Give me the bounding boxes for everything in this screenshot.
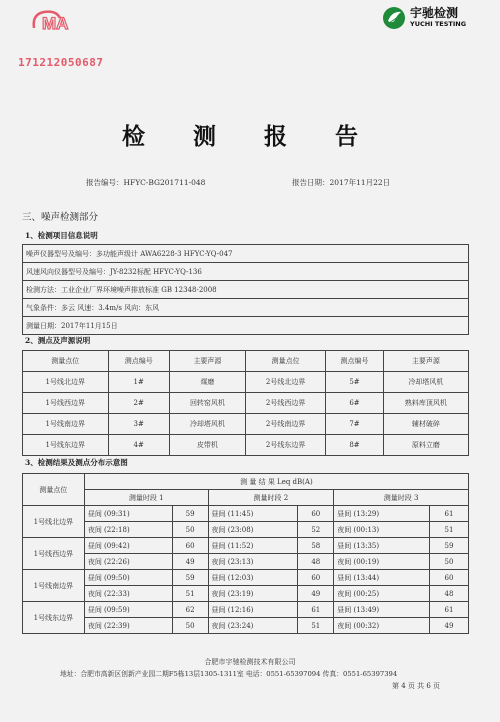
info-date: 测量日期：2017年11月15日 (23, 317, 469, 335)
table-row (23, 245, 469, 263)
cell: 回转窑风机 (169, 393, 245, 414)
table-row (246, 393, 469, 414)
cell: 昼间 (13:29) (334, 506, 430, 522)
source-table-left (22, 350, 246, 456)
cell: 夜间 (00:32) (334, 618, 430, 634)
table-row (246, 435, 469, 456)
cell: 昼间 (09:31) (84, 506, 172, 522)
point-cell: 1号线北边界 (23, 506, 85, 538)
source-table-right (245, 350, 469, 456)
cell: 49 (172, 554, 208, 570)
cell: 1号线东边界 (23, 435, 109, 456)
info-anemometer: 风速风向仪器型号及编号：JY-8232标配 HFYC-YQ-136 (23, 263, 469, 281)
cell: 50 (430, 554, 469, 570)
cell: 昼间 (09:59) (84, 602, 172, 618)
cell: 2# (108, 393, 169, 414)
cell: 59 (172, 506, 208, 522)
footer-company: 合肥市宇驰检测技术有限公司 (204, 658, 296, 666)
info-method: 检测方法：工业企业厂界环境噪声排放标准 GB 12348-2008 (23, 281, 469, 299)
table-row (23, 538, 469, 554)
table-row (23, 393, 246, 414)
cma-logo (30, 8, 84, 34)
cell: 5# (326, 372, 384, 393)
col-point: 测量点位 (23, 351, 109, 372)
cell: 51 (172, 586, 208, 602)
cell: 昼间 (09:42) (84, 538, 172, 554)
table-row (23, 586, 469, 602)
cell: 48 (430, 586, 469, 602)
cell: 62 (172, 602, 208, 618)
cell: 3# (108, 414, 169, 435)
cell: 昼间 (11:52) (208, 538, 298, 554)
cell: 2号线西边界 (246, 393, 326, 414)
point-cell: 1号线东边界 (23, 602, 85, 634)
table-row (23, 602, 469, 618)
col-measure-point: 测量点位 (23, 474, 85, 506)
report-number: 报告编号：HFYC-BG201711-048 (86, 178, 206, 187)
cell: 49 (298, 586, 334, 602)
cell: 夜间 (00:25) (334, 586, 430, 602)
cell: 夜间 (23:24) (208, 618, 298, 634)
table-header-row (23, 490, 469, 506)
cell: 昼间 (11:45) (208, 506, 298, 522)
cell: 1# (108, 372, 169, 393)
cell: 辅材破碎 (383, 414, 468, 435)
cell: 49 (430, 618, 469, 634)
footer-address: 地址：合肥市高新区创新产业园二期F5栋13层1305-1311室 电话：0551-65397094 传真：0551-65397394 (60, 670, 398, 678)
info-instrument: 噪声仪器型号及编号：多功能声级计 AWA6228-3 HFYC-YQ-047 (23, 245, 469, 263)
table-row (23, 281, 469, 299)
cell: 熟料库顶风机 (383, 393, 468, 414)
table-row (246, 372, 469, 393)
cell: 50 (172, 522, 208, 538)
table-row (23, 618, 469, 634)
table-row (23, 299, 469, 317)
report-date: 报告日期：2017年11月22日 (292, 178, 391, 187)
cell: 夜间 (23:13) (208, 554, 298, 570)
cell: 61 (298, 602, 334, 618)
cell: 夜间 (22:39) (84, 618, 172, 634)
col-source: 主要声源 (383, 351, 468, 372)
cell: 夜间 (22:33) (84, 586, 172, 602)
cell: 煤磨 (169, 372, 245, 393)
cma-logo-text: MA (42, 14, 69, 33)
cell: 7# (326, 414, 384, 435)
cell: 皮带机 (169, 435, 245, 456)
col-code: 测点编号 (326, 351, 384, 372)
brand-leaf-icon (382, 6, 406, 30)
page-number: 第 4 页 共 6 页 (392, 682, 441, 690)
cell: 1号线西边界 (23, 393, 109, 414)
cell: 51 (298, 618, 334, 634)
info-table (22, 244, 469, 335)
cell: 夜间 (23:08) (208, 522, 298, 538)
brand-logo (382, 4, 492, 32)
cell: 4# (108, 435, 169, 456)
cell: 昼间 (13:44) (334, 570, 430, 586)
cell: 59 (430, 538, 469, 554)
table-row (23, 522, 469, 538)
subheading-results: 3、检测结果及测点分布示意图 (25, 458, 128, 467)
table-header-row (23, 351, 246, 372)
cell: 50 (172, 618, 208, 634)
cell: 冷却塔风机 (169, 414, 245, 435)
table-row (23, 414, 246, 435)
table-row (23, 263, 469, 281)
cell: 61 (430, 506, 469, 522)
cell: 昼间 (12:03) (208, 570, 298, 586)
cell: 60 (298, 506, 334, 522)
col-period-3: 测量时段 3 (334, 490, 469, 506)
cell: 夜间 (22:26) (84, 554, 172, 570)
cell: 冷却塔风机 (383, 372, 468, 393)
table-row (23, 372, 246, 393)
cell: 夜间 (00:13) (334, 522, 430, 538)
subheading-sources: 2、测点及声源说明 (25, 336, 91, 345)
cell: 59 (172, 570, 208, 586)
point-cell: 1号线西边界 (23, 538, 85, 570)
cell: 夜间 (22:18) (84, 522, 172, 538)
cell: 夜间 (23:19) (208, 586, 298, 602)
cell: 夜间 (00:19) (334, 554, 430, 570)
brand-name: 宇驰检测 (410, 6, 459, 20)
table-row (23, 317, 469, 335)
point-cell: 1号线南边界 (23, 570, 85, 602)
cell: 58 (298, 538, 334, 554)
cell: 60 (430, 570, 469, 586)
cell: 2号线南边界 (246, 414, 326, 435)
cell: 昼间 (13:49) (334, 602, 430, 618)
cell: 2号线北边界 (246, 372, 326, 393)
cell: 52 (298, 522, 334, 538)
col-measure-result: 测 量 结 果 Leq dB(A) (84, 474, 468, 490)
cell: 昼间 (09:50) (84, 570, 172, 586)
certificate-number: 171212050687 (18, 56, 104, 69)
col-point: 测量点位 (246, 351, 326, 372)
table-row (246, 414, 469, 435)
cell: 48 (298, 554, 334, 570)
table-header-row (246, 351, 469, 372)
cell: 1号线北边界 (23, 372, 109, 393)
cell: 1号线南边界 (23, 414, 109, 435)
subheading-info: 1、检测项目信息说明 (25, 231, 98, 240)
col-source: 主要声源 (169, 351, 245, 372)
cell: 60 (298, 570, 334, 586)
cell: 2号线东边界 (246, 435, 326, 456)
cell: 60 (172, 538, 208, 554)
cell: 原料立磨 (383, 435, 468, 456)
brand-english-name: YUCHI TESTING (410, 20, 467, 28)
table-row (23, 570, 469, 586)
col-period-2: 测量时段 2 (208, 490, 334, 506)
table-header-row (23, 474, 469, 490)
cell: 6# (326, 393, 384, 414)
col-period-1: 测量时段 1 (84, 490, 208, 506)
cell: 51 (430, 522, 469, 538)
table-row (23, 506, 469, 522)
cell: 昼间 (13:35) (334, 538, 430, 554)
cell: 昼间 (12:16) (208, 602, 298, 618)
col-code: 测点编号 (108, 351, 169, 372)
cell: 8# (326, 435, 384, 456)
table-row (23, 554, 469, 570)
section-heading: 三、噪声检测部分 (22, 212, 99, 223)
info-weather: 气象条件：多云 风速：3.4m/s 风向：东风 (23, 299, 469, 317)
results-table (22, 473, 469, 634)
table-row (23, 435, 246, 456)
cell: 61 (430, 602, 469, 618)
page-title: 检 测 报 告 (121, 123, 379, 150)
